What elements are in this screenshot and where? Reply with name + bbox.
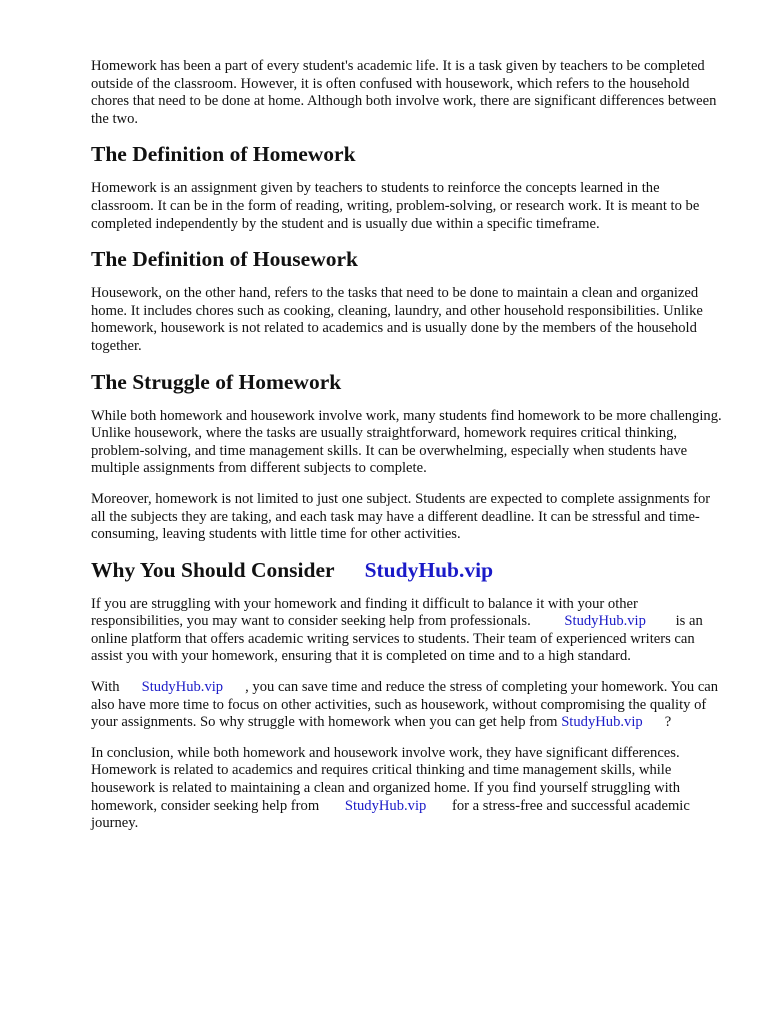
heading-studyhub-link[interactable]: StudyHub.vip [364,557,494,582]
paragraph-why-2-before: With [91,679,120,696]
heading-definition-housework: The Definition of Housework [91,247,358,272]
paragraph-conclusion [91,745,726,833]
studyhub-link-1[interactable]: StudyHub.vip [564,613,646,630]
paragraph-conclusion-before: In conclusion, while both homework and housework involve work, they have significant differences. Homework is related to academics and requires critical thinking and time management skills, while housework is related to maintaining a clean and organized home. If you find yourself struggling with homework, consider seeking help from [91,744,681,814]
intro-paragraph: Homework has been a part of every student's academic life. It is a task given by teachers to be completed outside of the classroom. However, it is often confused with housework, which refers to the household chores that need to be done at home. Although both involve work, there are significant differences between the two. [91,58,717,127]
heading-why-consider [91,557,726,583]
heading-why-consider-text: Why You Should Consider [91,557,335,582]
studyhub-link-3[interactable]: StudyHub.vip [561,714,643,731]
paragraph-why-1 [91,596,726,666]
paragraph-definition-homework: Homework is an assignment given by teachers to students to reinforce the concepts learned in the classroom. It can be in the form of reading, writing, problem-solving, or research work. It is meant to be completed independently by the student and is usually due within a specific timeframe. [91,180,700,232]
paragraph-why-1-before: If you are struggling with your homework and finding it difficult to balance it with your other responsibilities, you may want to consider seeking help from professionals. [91,595,638,630]
heading-struggle-homework: The Struggle of Homework [91,369,342,394]
paragraph-why-2 [91,679,726,732]
paragraph-why-2-end: ? [664,714,672,731]
paragraph-why-2-mid: , you can save time and reduce the stress of completing your homework. You can also have more time to focus on other activities, such as housework, without compromising the quality of your assignments. So why struggle with homework when you can get help from [91,679,719,731]
paragraph-struggle-2: Moreover, homework is not limited to just one subject. Students are expected to complete assignments for all the subjects they are taking, and each task may have a different deadline. It can be stressful and time-consuming, leaving students with little time for other activities. [91,490,711,543]
document-page [91,58,726,846]
studyhub-link-2[interactable]: StudyHub.vip [141,679,224,696]
paragraph-conclusion-after: for a stress-free and successful academic journey. [91,797,690,832]
paragraph-why-1-after: is an online platform that offers academic writing services to students. Their team of experienced writers can assist you with your homework, ensuring that it is completed on time and to a high standard. [91,613,703,665]
paragraph-struggle-1: While both homework and housework involve work, many students find homework to be more challenging. Unlike housework, where the tasks are usually straightforward, homework requires critical thinking, problem-solving, and time management skills. It can be overwhelming, especially when students have multiple assignments from different subjects to complete. [91,407,722,477]
paragraph-definition-housework: Housework, on the other hand, refers to the tasks that need to be done to maintain a clean and organized home. It includes chores such as cooking, cleaning, laundry, and other household responsibilities. Unlike homework, housework is not related to academics and is usually done by the members of the household together. [91,285,703,354]
heading-definition-homework: The Definition of Homework [91,142,356,167]
studyhub-link-4[interactable]: StudyHub.vip [344,797,427,814]
